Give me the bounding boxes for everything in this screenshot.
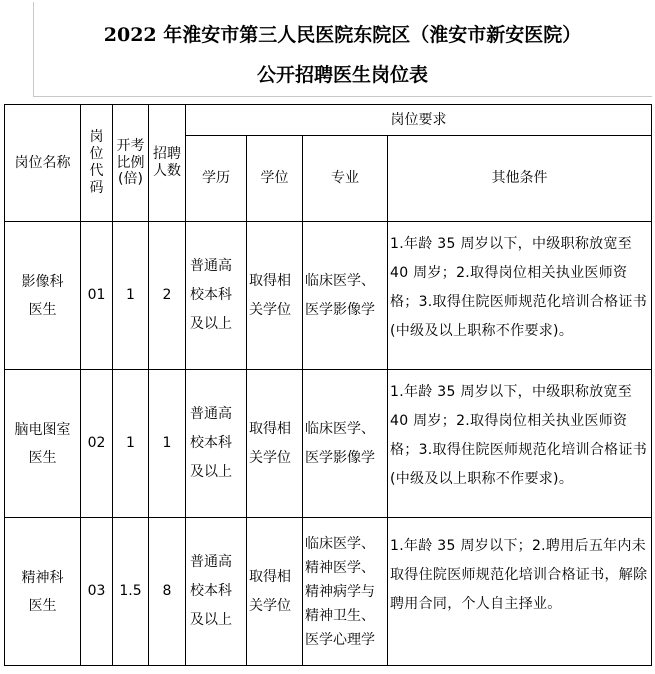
header-recruit-count: 招聘人数 — [149, 105, 186, 222]
cell-position-code: 01 — [81, 222, 113, 370]
table-row — [5, 222, 652, 370]
header-exam-ratio: 开考比例(倍) — [113, 105, 149, 222]
cell-exam-ratio: 1.5 — [113, 518, 149, 666]
cell-other-conditions: 1.年龄 35 周岁以下；2.聘用后五年内未取得住院医师规范化培训合格证书，解除聘用合同，个人自主择业。 — [388, 518, 652, 666]
cell-degree: 取得相关学位 — [247, 518, 303, 666]
document-subtitle: 公开招聘医生岗位表 — [256, 64, 428, 86]
cell-position-code: 02 — [81, 370, 113, 518]
positions-table — [4, 104, 652, 666]
document-title: 2022 年淮安市第三人民医院东院区（淮安市新安医院） — [103, 24, 582, 46]
cell-education: 普通高校本科及以上 — [186, 518, 247, 666]
table-row — [5, 518, 652, 666]
cell-recruit-count: 8 — [149, 518, 186, 666]
cell-position-name: 精神科医生 — [5, 518, 81, 666]
cell-position-name: 影像科医生 — [5, 222, 81, 370]
cell-education: 普通高校本科及以上 — [186, 222, 247, 370]
cell-recruit-count: 1 — [149, 370, 186, 518]
table-header-row — [5, 105, 652, 136]
cell-education: 普通高校本科及以上 — [186, 370, 247, 518]
cell-major: 临床医学、医学影像学 — [303, 222, 388, 370]
table-row — [5, 370, 652, 518]
header-degree: 学位 — [247, 136, 303, 222]
cell-position-code: 03 — [81, 518, 113, 666]
header-major: 专业 — [303, 136, 388, 222]
cell-degree: 取得相关学位 — [247, 222, 303, 370]
cell-major: 临床医学、精神医学、精神病学与精神卫生、医学心理学 — [303, 518, 388, 666]
header-education: 学历 — [186, 136, 247, 222]
cell-degree: 取得相关学位 — [247, 370, 303, 518]
cell-recruit-count: 2 — [149, 222, 186, 370]
header-requirements: 岗位要求 — [186, 105, 652, 136]
cell-position-name: 脑电图室医生 — [5, 370, 81, 518]
header-position-code: 岗位代码 — [81, 105, 113, 222]
cell-other-conditions: 1.年龄 35 周岁以下，中级职称放宽至 40 周岁；2.取得岗位相关执业医师资格；3.取得住院医师规范化培训合格证书(中级及以上职称不作要求)。 — [388, 222, 652, 370]
cell-major: 临床医学、医学影像学 — [303, 370, 388, 518]
cell-exam-ratio: 1 — [113, 222, 149, 370]
header-other: 其他条件 — [388, 136, 652, 222]
cell-exam-ratio: 1 — [113, 370, 149, 518]
cell-other-conditions: 1.年龄 35 周岁以下，中级职称放宽至 40 周岁；2.取得岗位相关执业医师资格；3.取得住院医师规范化培训合格证书(中级及以上职称不作要求)。 — [388, 370, 652, 518]
header-position-name: 岗位名称 — [5, 105, 81, 222]
